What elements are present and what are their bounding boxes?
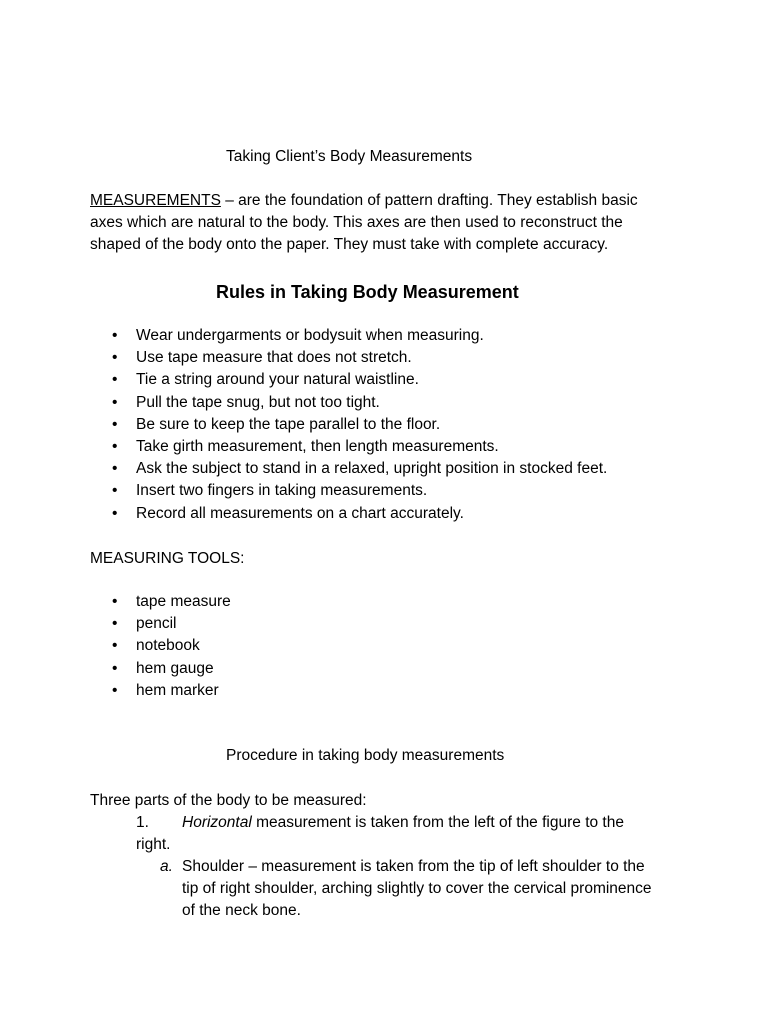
bullet-icon: • (112, 349, 118, 367)
bullet-icon: • (112, 593, 118, 610)
tool-item: • hem marker (0, 680, 231, 702)
item-1-text: measurement is taken from the left of the figure to the (251, 814, 624, 831)
item-letter: a. (160, 858, 173, 875)
rule-item: • Take girth measurement, then length measurements. (0, 436, 607, 458)
item-a-line-3: of the neck bone. (182, 902, 301, 919)
bullet-icon: • (112, 438, 118, 456)
intro-line-1 (90, 190, 690, 212)
tool-item: • pencil (0, 613, 231, 635)
bullet-icon: • (112, 415, 118, 433)
tool-item: • hem gauge (0, 658, 231, 680)
intro-paragraph (90, 190, 690, 256)
intro-line-1-rest: – are the foundation of pattern drafting. They establish basic (220, 192, 638, 209)
bullet-icon: • (112, 327, 118, 344)
rules-list (0, 325, 607, 525)
rule-item: • Tie a string around your natural waistline. (0, 369, 607, 391)
tools-heading: MEASURING TOOLS: (90, 550, 245, 567)
item-number: 1. (136, 814, 149, 831)
item-a-line-2: tip of right shoulder, arching slightly to cover the cervical prominence (182, 880, 652, 897)
bullet-icon: • (112, 460, 118, 478)
procedure-item-1 (136, 812, 696, 834)
page-title: Taking Client’s Body Measurements (226, 148, 473, 165)
rule-item: • Be sure to keep the tape parallel to the floor. (0, 414, 607, 436)
bullet-icon: • (112, 681, 118, 699)
rule-item: • Use tape measure that does not stretch. (0, 347, 607, 369)
procedure-intro: Three parts of the body to be measured: (90, 792, 367, 809)
bullet-icon: • (112, 637, 118, 655)
bullet-icon: • (112, 482, 118, 500)
intro-line-2: axes which are natural to the body. This axes are then used to reconstruct the (90, 214, 623, 231)
bullet-icon: • (112, 504, 118, 522)
rules-heading: Rules in Taking Body Measurement (216, 282, 519, 302)
rule-item: • Ask the subject to stand in a relaxed, upright position in stocked feet. (0, 458, 607, 480)
rule-item: • Wear undergarments or bodysuit when measuring. (0, 325, 607, 347)
rule-item: • Pull the tape snug, but not too tight. (0, 392, 607, 414)
tool-item: • notebook (0, 635, 231, 657)
intro-line-3: shaped of the body onto the paper. They must take with complete accuracy. (90, 236, 609, 253)
bullet-icon: • (112, 659, 118, 677)
tool-item: • tape measure (0, 591, 231, 613)
item-a-line-1: Shoulder – measurement is taken from the tip of left shoulder to the (182, 858, 645, 875)
tools-list (0, 591, 231, 702)
procedure-heading: Procedure in taking body measurements (226, 747, 505, 764)
bullet-icon: • (112, 615, 118, 633)
bullet-icon: • (112, 371, 118, 389)
rule-item: • Insert two fingers in taking measurements. (0, 480, 607, 502)
rule-item: • Record all measurements on a chart accurately. (0, 503, 607, 525)
item-1-term: Horizontal (182, 814, 252, 831)
bullet-icon: • (112, 393, 118, 411)
procedure-item-1-wrap: right. (136, 836, 171, 853)
measurements-term: MEASUREMENTS (90, 192, 221, 209)
procedure-item-a (160, 856, 645, 878)
